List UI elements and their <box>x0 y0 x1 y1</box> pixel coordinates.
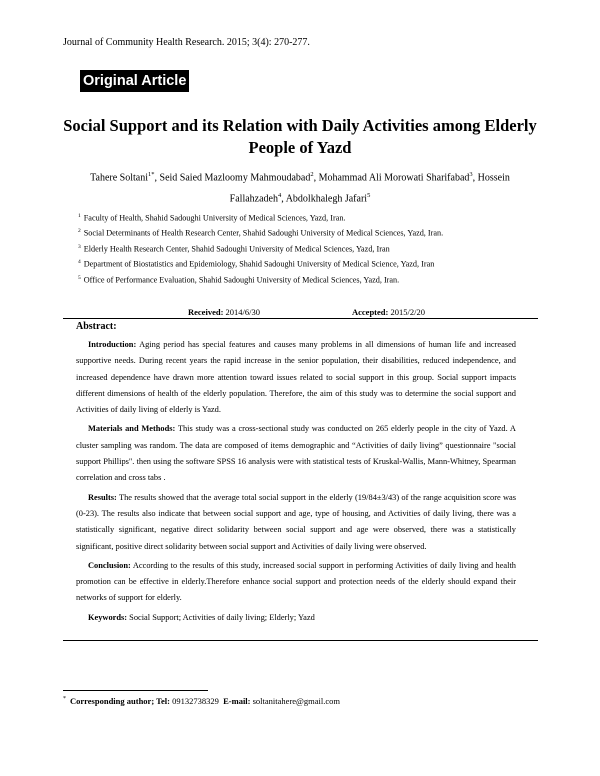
author-name: Tahere Soltani <box>90 172 149 184</box>
paper-title: Social Support and its Relation with Daily Activities among Elderly People of Yazd <box>63 116 537 157</box>
accepted-date <box>352 307 425 317</box>
affiliation-text: Office of Performance Evaluation, Shahid Sadoughi University of Medical Sciences, Yazd, Iran. <box>83 275 400 285</box>
footnote-label: Corresponding author; Tel: <box>70 696 170 706</box>
section-label: Results: <box>88 492 117 502</box>
author-sup: 2 <box>310 171 314 178</box>
corresponding-author-footnote <box>63 696 340 706</box>
article-type-label: Original Article <box>80 70 189 92</box>
affiliation-item <box>78 255 538 270</box>
abstract-keywords <box>76 610 516 626</box>
affiliation-text: Social Determinants of Health Research Center, Shahid Sadoughi University of Medical Sciences, Yazd, Iran. <box>83 229 444 239</box>
affiliation-text: Department of Biostatistics and Epidemiology, Shahid Sadoughi University of Medical Science, Yazd, Iran <box>83 259 435 269</box>
abstract-bottom-rule <box>63 640 538 641</box>
author-sup: 3 <box>469 171 473 178</box>
affiliation-number: 1 <box>78 213 81 219</box>
affiliation-list <box>78 209 538 286</box>
author-sup: 5 <box>367 192 371 200</box>
received-label: Received: <box>188 307 224 317</box>
affiliation-number: 3 <box>78 243 81 250</box>
affiliation-text: Faculty of Health, Shahid Sadoughi University of Medical Sciences, Yazd, Iran. <box>83 213 346 223</box>
journal-reference: Journal of Community Health Research. 2015; 3(4): 270-277. <box>63 37 310 48</box>
footnote-email[interactable]: soltanitahere@gmail.com <box>252 696 340 706</box>
accepted-value: 2015/2/20 <box>390 307 425 317</box>
footnote-rule <box>63 690 208 691</box>
section-label: Conclusion: <box>88 560 131 570</box>
affiliation-item <box>78 240 538 255</box>
author-name: Hossein Fallahzadeh <box>229 172 510 205</box>
author-name: Abdolkhalegh Jafari <box>285 193 368 205</box>
affiliation-number: 4 <box>78 259 81 266</box>
author-sup: 1* <box>148 171 155 178</box>
section-text: The results showed that the average total social support in the elderly (19/84±3/43) of the range acquisition score was (0-23). The results also indicate that between social support and age, type of housing, and Activities of daily living, there was a statistically significant, negative direct solidarity between social support and age were observed, there was a statistically significant, positive direct solidarity between social support and Activities of daily living were observed. <box>76 492 516 551</box>
affiliation-item <box>78 271 538 286</box>
affiliation-text: Elderly Health Research Center, Shahid Sadoughi University of Medical Sciences, Yazd, Iran <box>83 244 390 254</box>
affiliation-item <box>78 209 538 224</box>
author-name: Mohammad Ali Morowati Sharifabad <box>318 172 470 184</box>
abstract-conclusion <box>76 558 516 607</box>
affiliation-number: 5 <box>78 274 81 281</box>
section-label: Materials and Methods: <box>88 424 176 434</box>
received-date <box>188 307 260 317</box>
accepted-label: Accepted: <box>352 307 389 317</box>
section-text: Social Support; Activities of daily living; Elderly; Yazd <box>129 612 315 622</box>
footnote-email-label: E-mail: <box>223 696 251 706</box>
section-text: Aging period has special features and causes many problems in all dimensions of human life and increased supportive needs. During recent years the rapid increase in the senior population, their disabilities, reduced independence, and increased dependence have drawn more attention toward issues related to social support in this group. Social support impacts different dimensions of health of the elderly population. Therefore, the aim of this study was to determine the social support and Activities of daily living of elderly is Yazd. <box>76 340 516 415</box>
author-name: Seid Saied Mazloomy Mahmoudabad <box>159 172 311 184</box>
abstract-methods <box>76 421 516 486</box>
section-label: Introduction: <box>88 340 137 349</box>
abstract-results <box>76 490 516 555</box>
affiliation-number: 2 <box>78 228 81 235</box>
footnote-marker: * <box>63 696 66 703</box>
section-text: According to the results of this study, increased social support in performing Activities of daily living and health promotion can be effective in elderly.Therefore enhance social support and protection needs of the elderly should expand their networks of support for elderly. <box>76 560 516 603</box>
abstract-top-rule <box>63 318 538 319</box>
affiliation-item <box>78 224 538 239</box>
author-sup: 4 <box>277 192 282 200</box>
abstract-body <box>76 337 516 629</box>
section-text: This study was a cross-sectional study was conducted on 265 elderly people in the city of Yazd. A cluster sampling was random. The data are composed of items demographic and “Activities of daily living” questionnaire "social support Phillips". then using the software SPSS 16 analysis were with statistical tests of Kruskal-Wallis, Mann-Whitney, Spearman correlation and cross tabs . <box>76 424 516 483</box>
footnote-phone: 09132738329 <box>172 696 219 706</box>
received-value: 2014/6/30 <box>225 307 261 317</box>
abstract-introduction <box>76 337 516 418</box>
abstract-heading: Abstract: <box>76 321 117 332</box>
author-list: Tahere Soltani$^{1*}$, Seid Saied Mazloomy Mahmoudabad$^2$, Mohammad Ali Morowati Sharifabad$^3$, Hossein Fallahzadeh$^4$, Abdolkhalegh Jafari$^5$ <box>90 171 510 205</box>
section-label: Keywords: <box>88 612 128 622</box>
